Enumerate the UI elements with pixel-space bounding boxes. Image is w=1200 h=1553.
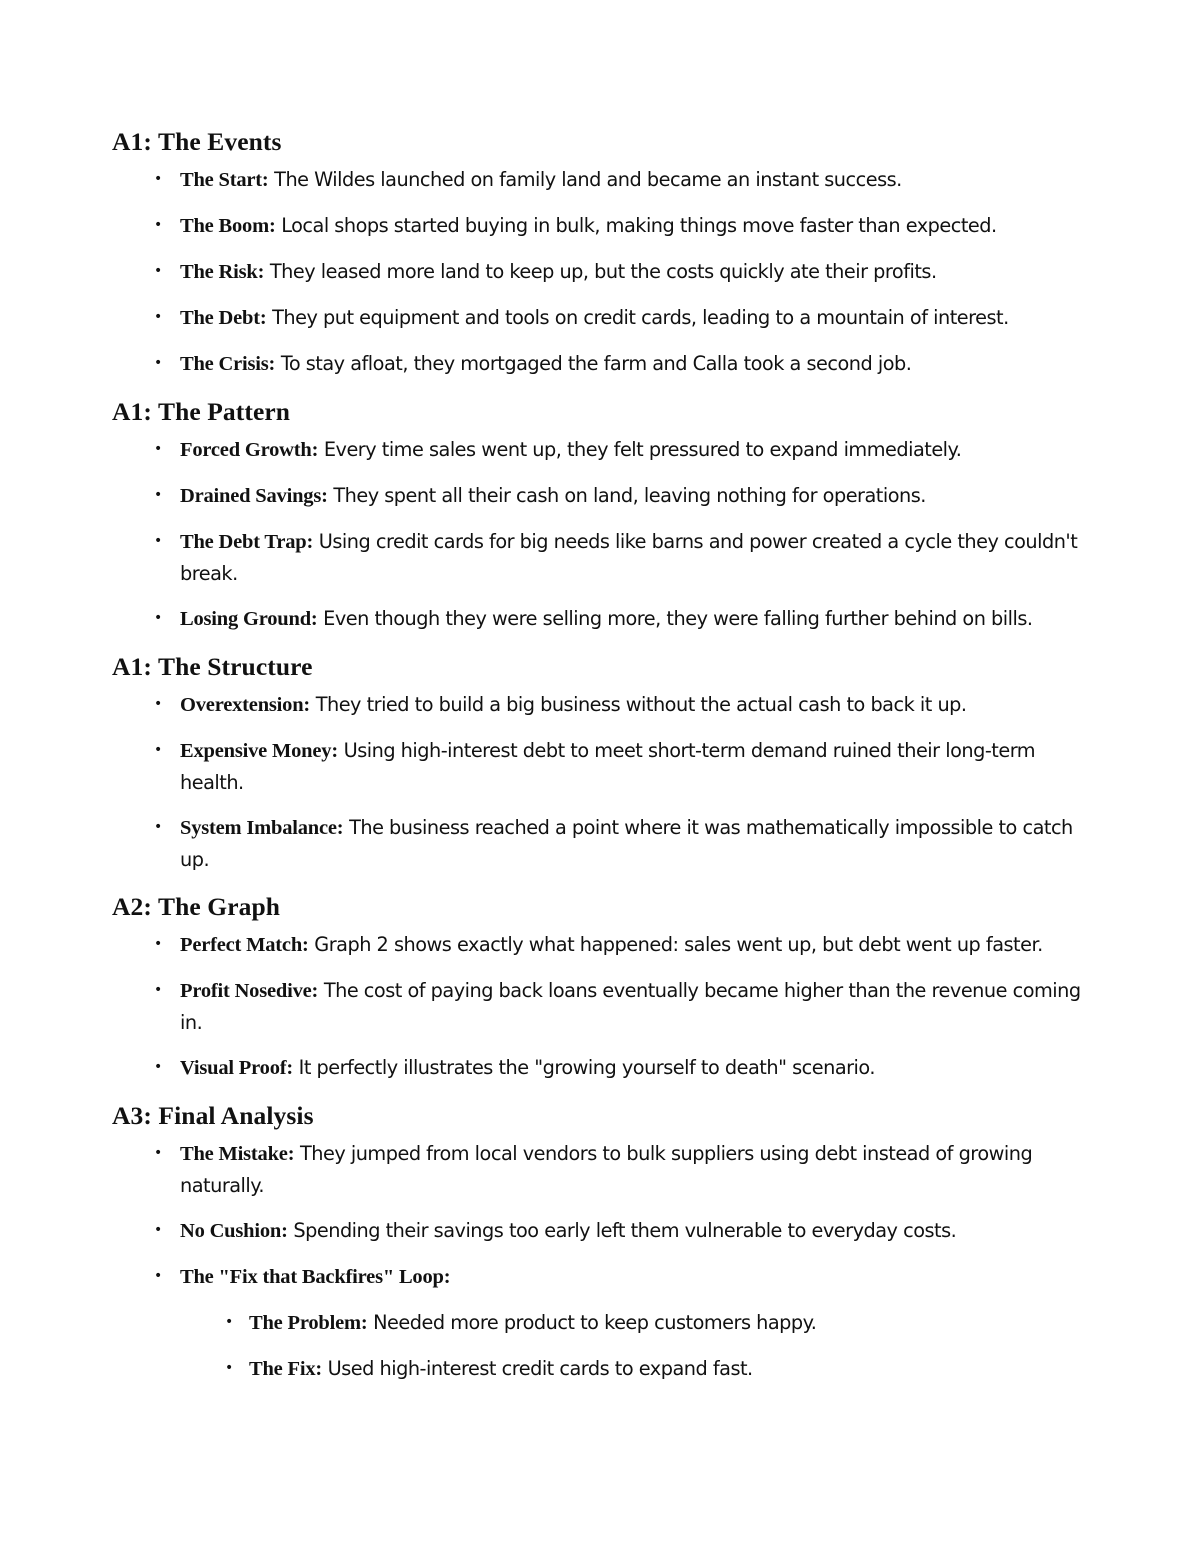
item-text: It perfectly illustrates the "growing yourself to death" scenario.	[293, 1056, 876, 1079]
bullet-icon: •	[225, 1314, 233, 1330]
list-item	[112, 689, 1092, 721]
item-label: The Debt:	[180, 307, 267, 329]
item-label: The Fix:	[249, 1358, 322, 1380]
bullet-icon: •	[154, 1145, 162, 1161]
sub-bullet-list	[112, 1307, 1092, 1385]
item-text: To stay afloat, they mortgaged the farm and Calla took a second job.	[275, 352, 912, 375]
item-text: They jumped from local vendors to bulk suppliers using debt instead of growing naturally.	[180, 1142, 1033, 1197]
section-heading: A2: The Graph	[112, 892, 281, 921]
item-label: Drained Savings:	[180, 485, 328, 507]
list-item	[112, 348, 1092, 380]
item-text: Spending their savings too early left them vulnerable to everyday costs.	[287, 1219, 957, 1242]
bullet-icon: •	[154, 309, 162, 325]
item-text: Using high-interest debt to meet short-term demand ruined their long-term health.	[180, 739, 1036, 794]
item-label: The Boom:	[180, 215, 276, 237]
section-heading: A1: The Events	[112, 127, 282, 156]
item-label: Expensive Money:	[180, 740, 338, 762]
list-item	[112, 526, 1092, 589]
bullet-icon: •	[154, 1222, 162, 1238]
sub-list-item	[112, 1353, 1092, 1385]
list-item	[112, 434, 1092, 466]
item-label: No Cushion:	[180, 1220, 288, 1242]
item-text: The business reached a point where it was mathematically impossible to catch up.	[180, 816, 1073, 871]
sub-list-item	[112, 1307, 1092, 1339]
section-heading: A1: The Pattern	[112, 397, 291, 426]
list-item	[112, 812, 1092, 875]
item-label: Visual Proof:	[180, 1057, 293, 1079]
item-text: Used high-interest credit cards to expand fast.	[322, 1357, 753, 1380]
item-text: Graph 2 shows exactly what happened: sales went up, but debt went up faster.	[308, 933, 1043, 956]
item-label: Losing Ground:	[180, 608, 318, 630]
list-item	[112, 929, 1092, 961]
list-item	[112, 164, 1092, 196]
bullet-list	[112, 689, 1092, 875]
bullet-list	[112, 1138, 1092, 1293]
section-heading: A3: Final Analysis	[112, 1101, 314, 1130]
bullet-list	[112, 929, 1092, 1084]
item-label: Forced Growth:	[180, 439, 319, 461]
list-item	[112, 1215, 1092, 1247]
bullet-icon: •	[154, 355, 162, 371]
bullet-icon: •	[154, 936, 162, 952]
list-item	[112, 302, 1092, 334]
item-label: The Debt Trap:	[180, 531, 314, 553]
bullet-icon: •	[154, 819, 162, 835]
item-text: Needed more product to keep customers happy.	[367, 1311, 817, 1334]
bullet-icon: •	[154, 1268, 162, 1284]
list-item	[112, 603, 1092, 635]
item-label: The Problem:	[249, 1312, 368, 1334]
bullet-list	[112, 434, 1092, 635]
item-label: The "Fix that Backfires" Loop:	[180, 1266, 451, 1288]
item-text: The Wildes launched on family land and became an instant success.	[268, 168, 902, 191]
bullet-icon: •	[225, 1360, 233, 1376]
item-text: Local shops started buying in bulk, making things move faster than expected.	[275, 214, 997, 237]
document-page	[112, 124, 1092, 1399]
bullet-icon: •	[154, 171, 162, 187]
list-item	[112, 1261, 1092, 1293]
item-label: Profit Nosedive:	[180, 980, 319, 1002]
bullet-icon: •	[154, 610, 162, 626]
item-label: The Risk:	[180, 261, 265, 283]
list-item	[112, 975, 1092, 1038]
item-text: They put equipment and tools on credit cards, leading to a mountain of interest.	[266, 306, 1009, 329]
list-item	[112, 210, 1092, 242]
item-label: Overextension:	[180, 694, 311, 716]
item-label: System Imbalance:	[180, 817, 344, 839]
bullet-icon: •	[154, 982, 162, 998]
item-text: Using credit cards for big needs like barns and power created a cycle they couldn't break.	[180, 530, 1078, 585]
bullet-icon: •	[154, 441, 162, 457]
item-label: The Crisis:	[180, 353, 276, 375]
bullet-icon: •	[154, 217, 162, 233]
item-text: Even though they were selling more, they were falling further behind on bills.	[317, 607, 1033, 630]
list-item	[112, 1052, 1092, 1084]
bullet-icon: •	[154, 487, 162, 503]
item-text: They leased more land to keep up, but the costs quickly ate their profits.	[264, 260, 937, 283]
item-text: The cost of paying back loans eventually became higher than the revenue coming in.	[180, 979, 1081, 1034]
bullet-icon: •	[154, 533, 162, 549]
item-label: The Start:	[180, 169, 269, 191]
item-text: They spent all their cash on land, leaving nothing for operations.	[327, 484, 926, 507]
item-label: The Mistake:	[180, 1143, 295, 1165]
list-item	[112, 256, 1092, 288]
item-text: Every time sales went up, they felt pressured to expand immediately.	[318, 438, 962, 461]
list-item	[112, 1138, 1092, 1201]
list-item	[112, 480, 1092, 512]
section-heading: A1: The Structure	[112, 652, 313, 681]
list-item	[112, 735, 1092, 798]
bullet-icon: •	[154, 1059, 162, 1075]
item-label: Perfect Match:	[180, 934, 309, 956]
bullet-icon: •	[154, 742, 162, 758]
bullet-icon: •	[154, 263, 162, 279]
bullet-icon: •	[154, 696, 162, 712]
item-text: They tried to build a big business without the actual cash to back it up.	[310, 693, 967, 716]
bullet-list	[112, 164, 1092, 380]
